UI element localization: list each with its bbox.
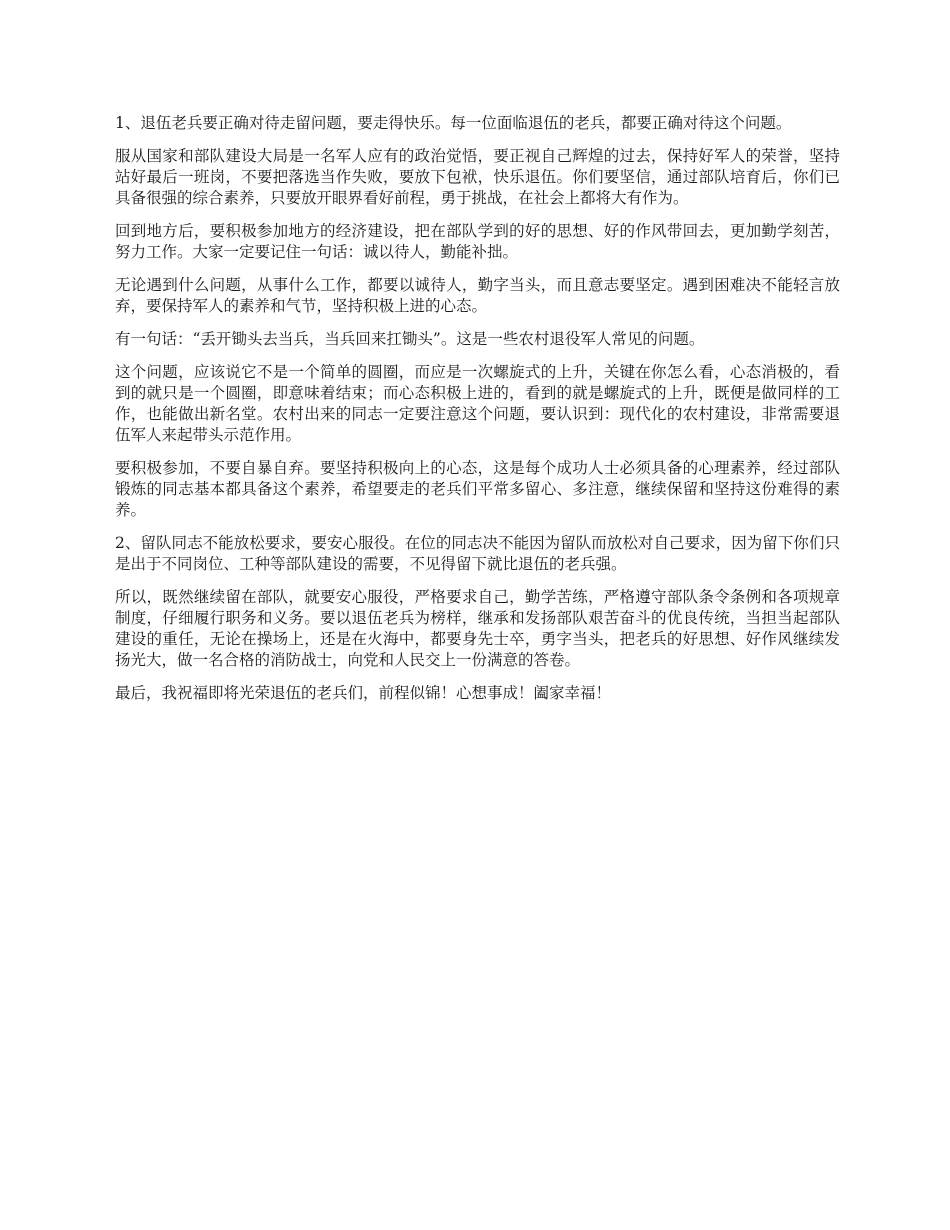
paragraph-8: 2、留队同志不能放松要求，要安心服役。在位的同志决不能因为留队而放松对自己要求，因为留下你们只是出于不同岗位、工种等部队建设的需要，不见得留下就比退伍的老兵强。 <box>115 534 840 573</box>
paragraph-5: 有一句话：“丢开锄头去当兵，当兵回来扛锄头”。这是一些农村退役军人常见的问题。 <box>115 330 705 348</box>
paragraph-4: 无论遇到什么问题，从事什么工作，都要以诚待人，勤字当头，而且意志要坚定。遇到困难决不能轻言放弃，要保持军人的素养和气节，坚持积极上进的心态。 <box>115 276 840 315</box>
document-body <box>115 113 840 716</box>
paragraph-6: 这个问题，应该说它不是一个简单的圆圈，而应是一次螺旋式的上升，关键在你怎么看，心态消极的，看到的就只是一个圆圈，即意味着结束；而心态积极上进的，看到的就是螺旋式的上升，既便是做同样的工作，也能做出新名堂。农村出来的同志一定要注意这个问题，要认识到：现代化的农村建设，非常需要退伍军人来起带头示范作用。 <box>115 363 840 444</box>
paragraph-9: 所以，既然继续留在部队，就要安心服役，严格要求自己，勤学苦练，严格遵守部队条令条例和各项规章制度，仔细履行职务和义务。要以退伍老兵为榜样，继承和发扬部队艰苦奋斗的优良传统，当担当起部队建设的重任，无论在操场上，还是在火海中，都要身先士卒，勇字当头，把老兵的好思想、好作风继续发扬光大，做一名合格的消防战士，向党和人民交上一份满意的答卷。 <box>115 588 840 669</box>
paragraph-10: 最后，我祝福即将光荣退伍的老兵们，前程似锦！心想事成！阖家幸福！ <box>115 684 612 702</box>
paragraph-2: 服从国家和部队建设大局是一名军人应有的政治觉悟，要正视自己辉煌的过去，保持好军人的荣誉，坚持站好最后一班岗，不要把落选当作失败，要放下包袱，快乐退伍。你们要坚信，通过部队培育后，你们已具备很强的综合素养，只要放开眼界看好前程，勇于挑战，在社会上都将大有作为。 <box>115 147 840 207</box>
paragraph-7: 要积极参加，不要自暴自弃。要坚持积极向上的心态，这是每个成功人士必须具备的心理素养，经过部队锻炼的同志基本都具备这个素养，希望要走的老兵们平常多留心、多注意，继续保留和坚持这份难得的素养。 <box>115 459 840 519</box>
paragraph-1: 1、退伍老兵要正确对待走留问题，要走得快乐。每一位面临退伍的老兵，都要正确对待这个问题。 <box>115 114 792 132</box>
paragraph-3: 回到地方后，要积极参加地方的经济建设，把在部队学到的好的思想、好的作风带回去，更加勤学刻苦，努力工作。大家一定要记住一句话：诚以待人，勤能补拙。 <box>115 222 840 261</box>
